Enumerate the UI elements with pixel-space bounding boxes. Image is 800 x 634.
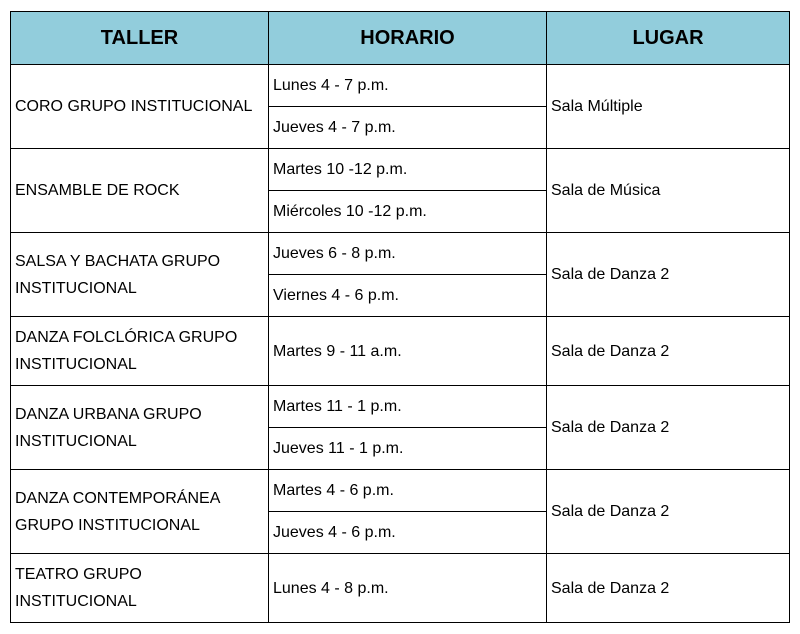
header-row: [11, 12, 790, 65]
horario-cell: Jueves 6 - 8 p.m.: [269, 233, 547, 275]
horario-cell: Lunes 4 - 8 p.m.: [269, 554, 547, 623]
horario-cell: Martes 11 - 1 p.m.: [269, 386, 547, 428]
taller-cell: ENSAMBLE DE ROCK: [11, 149, 269, 233]
horario-cell: Jueves 4 - 6 p.m.: [269, 512, 547, 554]
table-row: [11, 233, 790, 275]
horario-cell: Jueves 4 - 7 p.m.: [269, 107, 547, 149]
horario-cell: Miércoles 10 -12 p.m.: [269, 191, 547, 233]
table-row: [11, 65, 790, 107]
lugar-cell: Sala de Música: [547, 149, 790, 233]
horario-cell: Martes 4 - 6 p.m.: [269, 470, 547, 512]
horario-cell: Jueves 11 - 1 p.m.: [269, 428, 547, 470]
lugar-cell: Sala de Danza 2: [547, 470, 790, 554]
lugar-cell: Sala de Danza 2: [547, 317, 790, 386]
taller-cell: DANZA URBANA GRUPO INSTITUCIONAL: [11, 386, 269, 470]
taller-cell: CORO GRUPO INSTITUCIONAL: [11, 65, 269, 149]
lugar-cell: Sala de Danza 2: [547, 233, 790, 317]
header-taller: TALLER: [11, 12, 269, 65]
lugar-cell: Sala de Danza 2: [547, 386, 790, 470]
table-row: [11, 386, 790, 428]
lugar-cell: Sala de Danza 2: [547, 554, 790, 623]
horario-cell: Martes 10 -12 p.m.: [269, 149, 547, 191]
taller-cell: DANZA FOLCLÓRICA GRUPO INSTITUCIONAL: [11, 317, 269, 386]
horario-cell: Viernes 4 - 6 p.m.: [269, 275, 547, 317]
horario-cell: Martes 9 - 11 a.m.: [269, 317, 547, 386]
taller-cell: DANZA CONTEMPORÁNEA GRUPO INSTITUCIONAL: [11, 470, 269, 554]
lugar-cell: Sala Múltiple: [547, 65, 790, 149]
taller-cell: TEATRO GRUPO INSTITUCIONAL: [11, 554, 269, 623]
table-row: [11, 470, 790, 512]
header-lugar: LUGAR: [547, 12, 790, 65]
horario-cell: Lunes 4 - 7 p.m.: [269, 65, 547, 107]
taller-cell: SALSA Y BACHATA GRUPO INSTITUCIONAL: [11, 233, 269, 317]
table-row: [11, 317, 790, 386]
header-horario: HORARIO: [269, 12, 547, 65]
schedule-table: [10, 11, 790, 623]
table-row: [11, 149, 790, 191]
table-row: [11, 554, 790, 623]
